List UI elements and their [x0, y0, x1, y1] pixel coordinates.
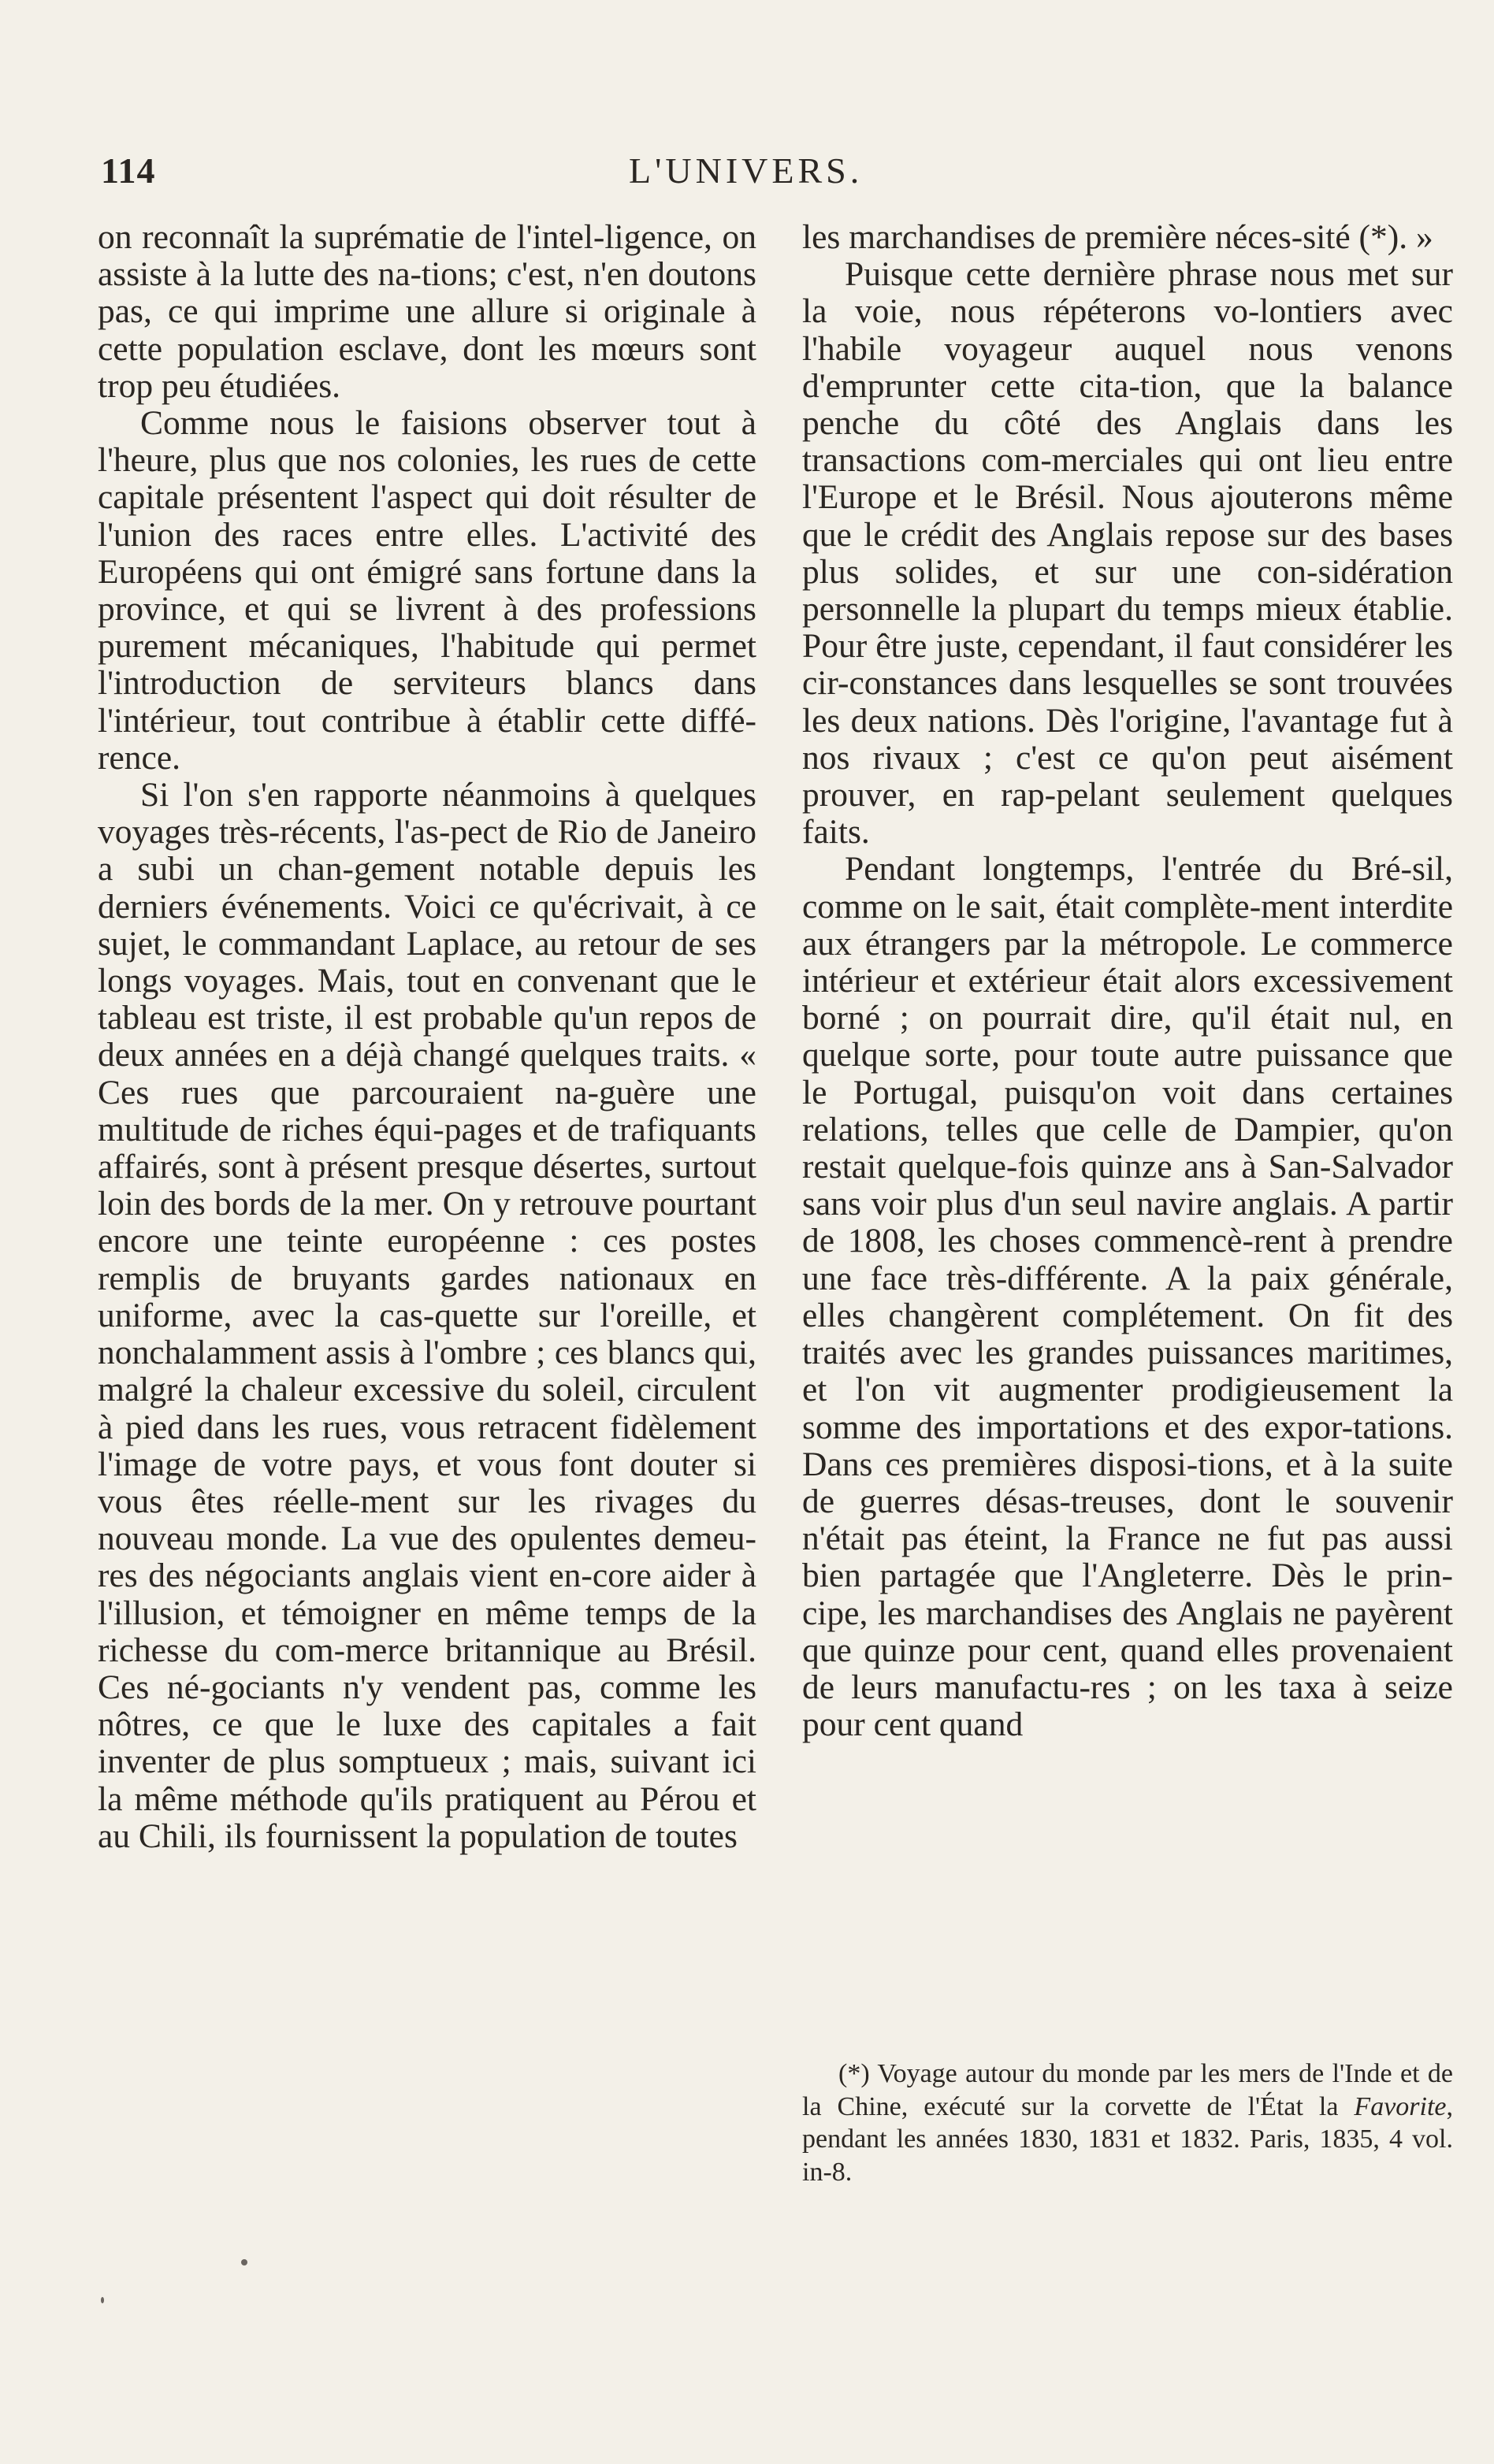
- right-paragraph-1: les marchandises de première néces-sité (*). »: [802, 218, 1433, 256]
- right-paragraph-2: Puisque cette dernière phrase nous met sur la voie, nous répéterons vo-lontiers avec l'habile voyageur auquel nous venons d'emprunter cette cita-tion, que la balance penche du côté des Anglais dans les transactions com-merciales qui ont lieu entre l'Europe et le Brésil. Nous ajouterons même que le crédit des Anglais repose sur des bases plus solides, et sur une con-sidération personnelle la plupart du temps mieux établie. Pour être juste, cependant, il faut considérer les cir-constances dans lesquelles se sont trouvées les deux nations. Dès l'origine, l'avantage fut à nos rivaux ; c'est ce qu'on peut aisément prouver, en rap-pelant seulement quelques faits.: [802, 255, 1453, 852]
- footnote: [802, 2058, 1453, 2188]
- print-speck: [241, 2259, 247, 2265]
- print-speck: [101, 2297, 104, 2303]
- footnote-text: [802, 2058, 1453, 2188]
- footnote-text-start: (*) Voyage autour du monde par les mers de l'Inde et de la Chine, exécuté sur la corvette de l'État la: [802, 2059, 1453, 2121]
- page-header: [101, 150, 925, 197]
- left-paragraph-2: Comme nous le faisions observer tout à l'heure, plus que nos colonies, les rues de cette capitale présentent l'aspect qui doit résulter de l'union des races entre elles. L'activité des Européens qui ont émigré sans fortune dans la province, et qui se livrent à des professions purement mécaniques, l'habitude qui permet l'introduction de serviteurs blancs dans l'intérieur, tout contribue à établir cette diffé-rence.: [98, 404, 756, 777]
- right-paragraph-3: Pendant longtemps, l'entrée du Bré-sil, comme on le sait, était complète-ment interdite aux étrangers par la métropole. Le commerce intérieur et extérieur était alors excessivement borné ; on pourrait dire, qu'il était nul, en quelque sorte, pour toute autre puissance que le Portugal, puisqu'on voit dans certaines relations, telles que celle de Dampier, qu'on restait quelque-fois quinze ans à San-Salvador sans voir plus d'un seul navire anglais. A partir de 1808, les choses commencè-rent à prendre une face très-différente. A la paix générale, elles changèrent complétement. On fit des traités avec les grandes puissances maritimes, et l'on vit augmenter prodigieusement la somme des importations et des expor-tations. Dans ces premières disposi-tions, et à la suite de guerres désas-treuses, dont le souvenir n'était pas éteint, la France ne fut pas aussi bien partagée que l'Angleterre. Dès le prin-cipe, les marchandises des Anglais ne payèrent que quinze pour cent, quand elles provenaient de leurs manufactu-res ; on les taxa à seize pour cent quand: [802, 850, 1453, 1744]
- footnote-ship-name: Favorite: [1354, 2091, 1447, 2121]
- left-paragraph-1: on reconnaît la suprématie de l'intel-ligence, on assiste à la lutte des na-tions; c'est, n'en doutons pas, ce qui imprime une allure si originale à cette population esclave, dont les mœurs sont trop peu étudiées.: [98, 218, 756, 405]
- running-title: L'UNIVERS.: [629, 150, 864, 191]
- page-number: 114: [101, 150, 156, 191]
- left-paragraph-3: Si l'on s'en rapporte néanmoins à quelques voyages très-récents, l'as-pect de Rio de Janeiro a subi un chan-gement notable depuis les derniers événements. Voici ce qu'écrivait, à ce sujet, le commandant Laplace, au retour de ses longs voyages. Mais, tout en convenant que le tableau est triste, il est probable qu'un repos de deux années en a déjà changé quelques traits. « Ces rues que parcouraient na-guère une multitude de riches équi-pages et de trafiquants affairés, sont à présent presque désertes, surtout loin des bords de la mer. On y retrouve pourtant encore une teinte européenne : ces postes remplis de bruyants gardes nationaux en uniforme, avec la cas-quette sur l'oreille, et nonchalamment assis à l'ombre ; ces blancs qui, malgré la chaleur excessive du soleil, circulent à pied dans les rues, vous retracent fidèlement l'image de votre pays, et vous font douter si vous êtes réelle-ment sur les rivages du nouveau monde. La vue des opulentes demeu-res des négociants anglais vient en-core aider à l'illusion, et témoigner en même temps de la richesse du com-merce britannique au Brésil. Ces né-gociants n'y vendent pas, comme les nôtres, ce que le luxe des capitales a fait inventer de plus somptueux ; mais, suivant ici la même méthode qu'ils pratiquent au Pérou et au Chili, ils fournissent la population de toutes: [98, 776, 756, 1855]
- right-column: [802, 219, 1453, 1743]
- footnote-text-end: , pendant les années 1830, 1831 et 1832. Paris, 1835, 4 vol. in-8.: [802, 2091, 1453, 2187]
- left-column: [98, 219, 756, 1855]
